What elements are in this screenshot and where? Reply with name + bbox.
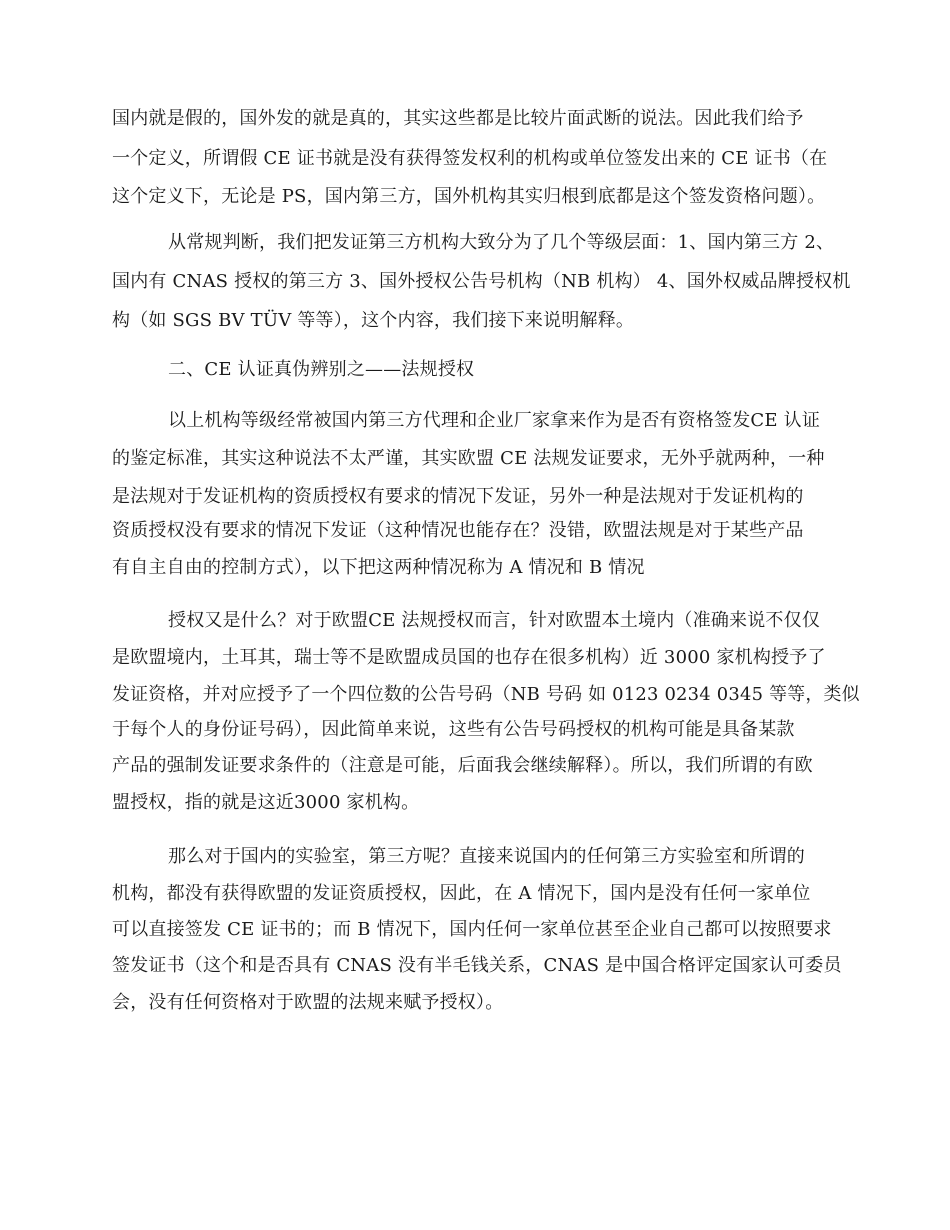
p6-line-1: 那么对于国内的实验室，第三方呢？直接来说国内的任何第三方实验室和所谓的 bbox=[168, 846, 805, 867]
p6-line-2: 机构，都没有获得欧盟的发证资质授权，因此，在 A 情况下，国内是没有任何一家单位 bbox=[112, 883, 811, 904]
p2-line-1: 从常规判断，我们把发证第三方机构大致分为了几个等级层面：1、国内第三方 2、 bbox=[168, 232, 835, 253]
p6-line-4: 签发证书（这个和是否具有 CNAS 没有半毛钱关系，CNAS 是中国合格评定国家认可委员 bbox=[112, 955, 842, 976]
p5-line-1: 授权又是什么？对于欧盟CE 法规授权而言，针对欧盟本土境内（准确来说不仅仅 bbox=[168, 610, 821, 631]
p6-line-3: 可以直接签发 CE 证书的；而 B 情况下，国内任何一家单位甚至企业自己都可以按照要求 bbox=[112, 919, 832, 940]
p1-line-1: 国内就是假的，国外发的就是真的，其实这些都是比较片面武断的说法。因此我们给予 bbox=[112, 108, 804, 129]
p4-line-4: 资质授权没有要求的情况下发证（这种情况也能存在？没错，欧盟法规是对于某些产品 bbox=[112, 520, 804, 541]
p5-line-4: 于每个人的身份证号码），因此简单来说，这些有公告号码授权的机构可能是具备某款 bbox=[112, 719, 795, 740]
p5-line-3: 发证资格，并对应授予了一个四位数的公告号码（NB 号码 如 0123 0234 0345 等等，类似 bbox=[112, 684, 860, 705]
p4-line-2: 的鉴定标准，其实这种说法不太严谨，其实欧盟 CE 法规发证要求，无外乎就两种，一种 bbox=[112, 448, 825, 469]
p4-line-1: 以上机构等级经常被国内第三方代理和企业厂家拿来作为是否有资格签发CE 认证 bbox=[168, 410, 821, 431]
p6-line-5: 会，没有任何资格对于欧盟的法规来赋予授权）。 bbox=[112, 992, 504, 1013]
p2-line-3: 构（如 SGS BV TÜV 等等），这个内容，我们接下来说明解释。 bbox=[112, 310, 635, 331]
p5-line-2: 是欧盟境内，土耳其，瑞士等不是欧盟成员国的也存在很多机构）近 3000 家机构授予了 bbox=[112, 647, 826, 668]
p5-line-5: 产品的强制发证要求条件的（注意是可能，后面我会继续解释）。所以，我们所谓的有欧 bbox=[112, 755, 813, 776]
p4-line-3: 是法规对于发证机构的资质授权有要求的情况下发证，另外一种是法规对于发证机构的 bbox=[112, 486, 804, 507]
p1-line-2: 一个定义，所谓假 CE 证书就是没有获得签发权利的机构或单位签发出来的 CE 证书（在 bbox=[112, 148, 828, 169]
p1-line-3: 这个定义下，无论是 PS，国内第三方，国外机构其实归根到底都是这个签发资格问题）。 bbox=[112, 186, 826, 207]
section-heading: 二、CE 认证真伪辨别之——法规授权 bbox=[168, 359, 475, 380]
p5-line-6: 盟授权，指的就是这近3000 家机构。 bbox=[112, 792, 420, 813]
p4-line-5: 有自主自由的控制方式），以下把这两种情况称为 A 情况和 B 情况 bbox=[112, 557, 645, 578]
p2-line-2: 国内有 CNAS 授权的第三方 3、国外授权公告号机构（NB 机构） 4、国外权威品牌授权机 bbox=[112, 271, 851, 292]
